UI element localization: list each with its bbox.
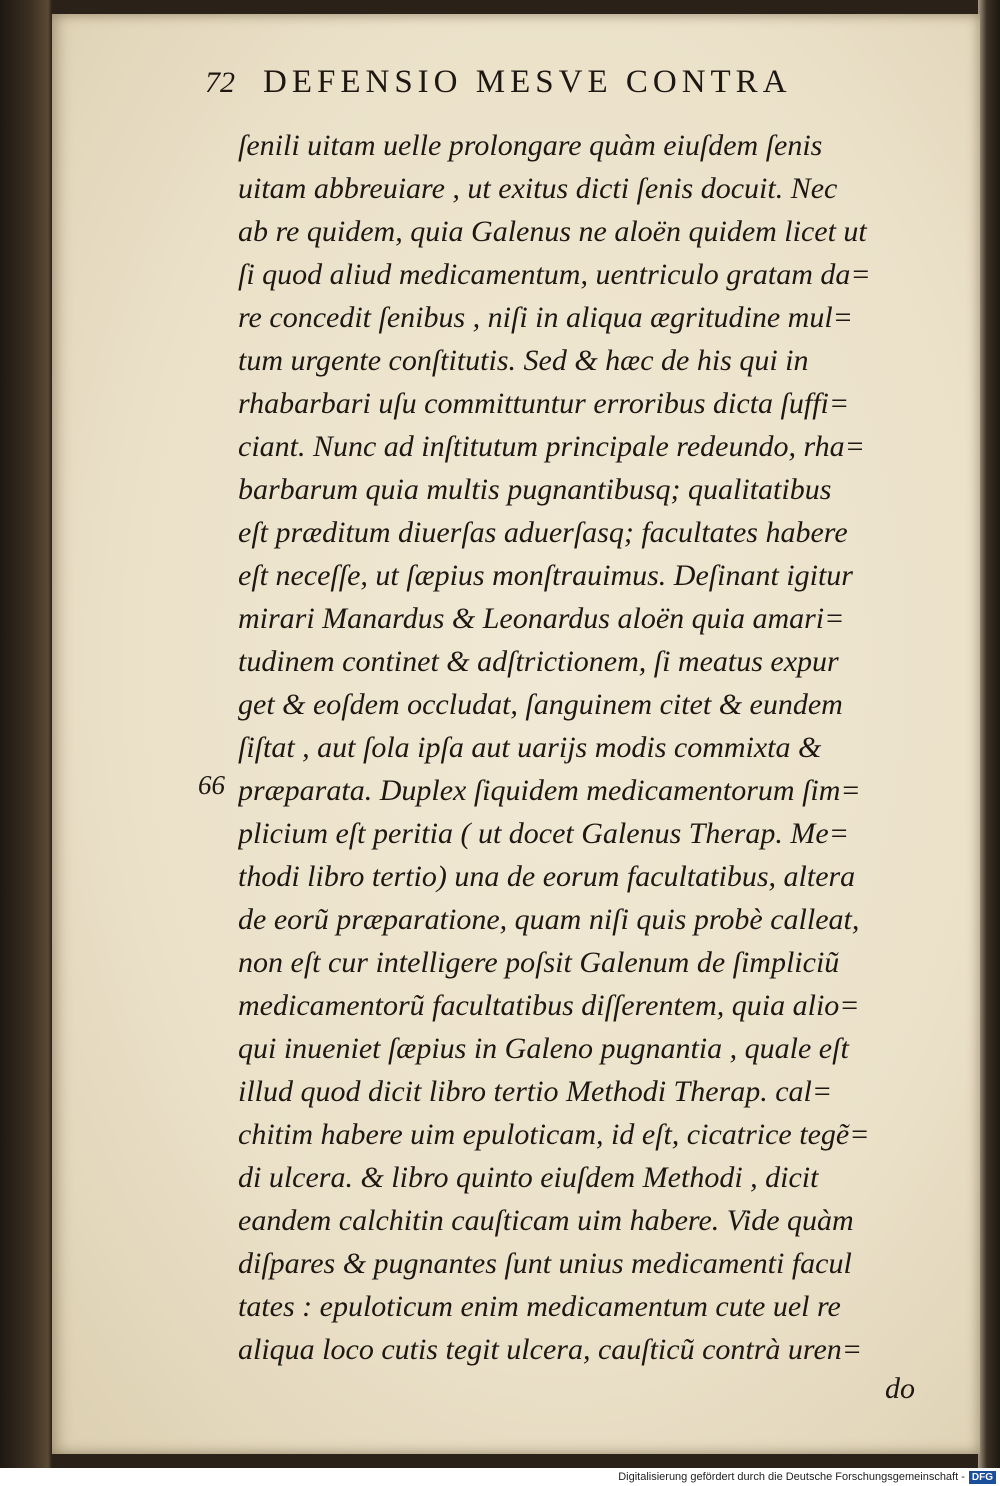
margin-note: 66 xyxy=(198,770,225,800)
text-line: de eorũ præparatione, quam niſi quis probè calleat, xyxy=(238,903,860,936)
body-text xyxy=(238,124,938,1371)
text-line: aliqua loco cutis tegit ulcera, cauſticũ contrà uren= xyxy=(238,1333,863,1366)
text-line: barbarum quia multis pugnantibusq; qualitatibus xyxy=(238,473,832,506)
text-line: ſiſtat , aut ſola ipſa aut uarijs modis commixta & xyxy=(238,731,822,764)
text-line: get & eoſdem occludat, ſanguinem citet & eundem xyxy=(238,688,843,721)
text-line: diſpares & pugnantes ſunt unius medicamenti facul xyxy=(238,1247,852,1280)
text-line: re concedit ſenibus , niſi in aliqua ægritudine mul= xyxy=(238,301,853,334)
text-line: mirari Manardus & Leonardus aloën quia amari= xyxy=(238,602,845,635)
text-line: tum urgente conſtitutis. Sed & hæc de his qui in xyxy=(238,344,809,377)
running-title: DEFENSIO MESVE CONTRA xyxy=(263,64,792,100)
text-line: illud quod dicit libro tertio Methodi Therap. cal= xyxy=(238,1075,833,1108)
text-line: ciant. Nunc ad inſtitutum principale redeundo, rha= xyxy=(238,430,865,463)
text-line: eandem calchitin cauſticam uim habere. Vide quàm xyxy=(238,1204,854,1237)
text-line: di ulcera. & libro quinto eiuſdem Methodi , dicit xyxy=(238,1161,819,1194)
text-line: thodi libro tertio) una de eorum facultatibus, altera xyxy=(238,860,856,893)
page-number: 72 xyxy=(205,66,235,99)
text-line: chitim habere uim epuloticam, id eſt, cicatrice tegẽ= xyxy=(238,1118,870,1151)
text-line: tudinem continet & adſtrictionem, ſi meatus expur xyxy=(238,645,839,678)
book-binding-edge xyxy=(978,0,1000,1468)
text-line: qui inueniet ſæpius in Galeno pugnantia , quale eſt xyxy=(238,1032,849,1065)
text-line: rhabarbari uſu committuntur erroribus dicta ſuffi= xyxy=(238,387,850,420)
text-line: præparata. Duplex ſiquidem medicamentorum ſim= xyxy=(238,774,861,807)
text-line: ab re quidem, quia Galenus ne aloën quidem licet ut xyxy=(238,215,867,248)
text-line: medicamentorũ facultatibus diſſerentem, quia alio= xyxy=(238,989,860,1022)
text-line: non eſt cur intelligere poſsit Galenum de ſimpliciũ xyxy=(238,946,840,979)
text-line: tates : epuloticum enim medicamentum cute uel re xyxy=(238,1290,841,1323)
dfg-logo-icon: DFG xyxy=(969,1471,996,1484)
text-line: ſi quod aliud medicamentum, uentriculo gratam da= xyxy=(238,258,871,291)
text-line: ſenili uitam uelle prolongare quàm eiuſdem ſenis xyxy=(238,129,823,162)
text-line: uitam abbreuiare , ut exitus dicti ſenis docuit. Nec xyxy=(238,172,838,205)
text-line: eſt præditum diuerſas aduerſasq; facultates habere xyxy=(238,516,848,549)
digitization-footer xyxy=(0,1468,1000,1486)
page-header xyxy=(205,64,885,112)
text-line: eſt neceſſe, ut ſæpius monſtrauimus. Deſinant igitur xyxy=(238,559,853,592)
text-line: plicium eſt peritia ( ut docet Galenus Therap. Me= xyxy=(238,817,849,850)
funding-credit: Digitalisierung gefördert durch die Deutsche Forschungsgemeinschaft - xyxy=(618,1471,965,1483)
catchword: do xyxy=(885,1372,915,1405)
